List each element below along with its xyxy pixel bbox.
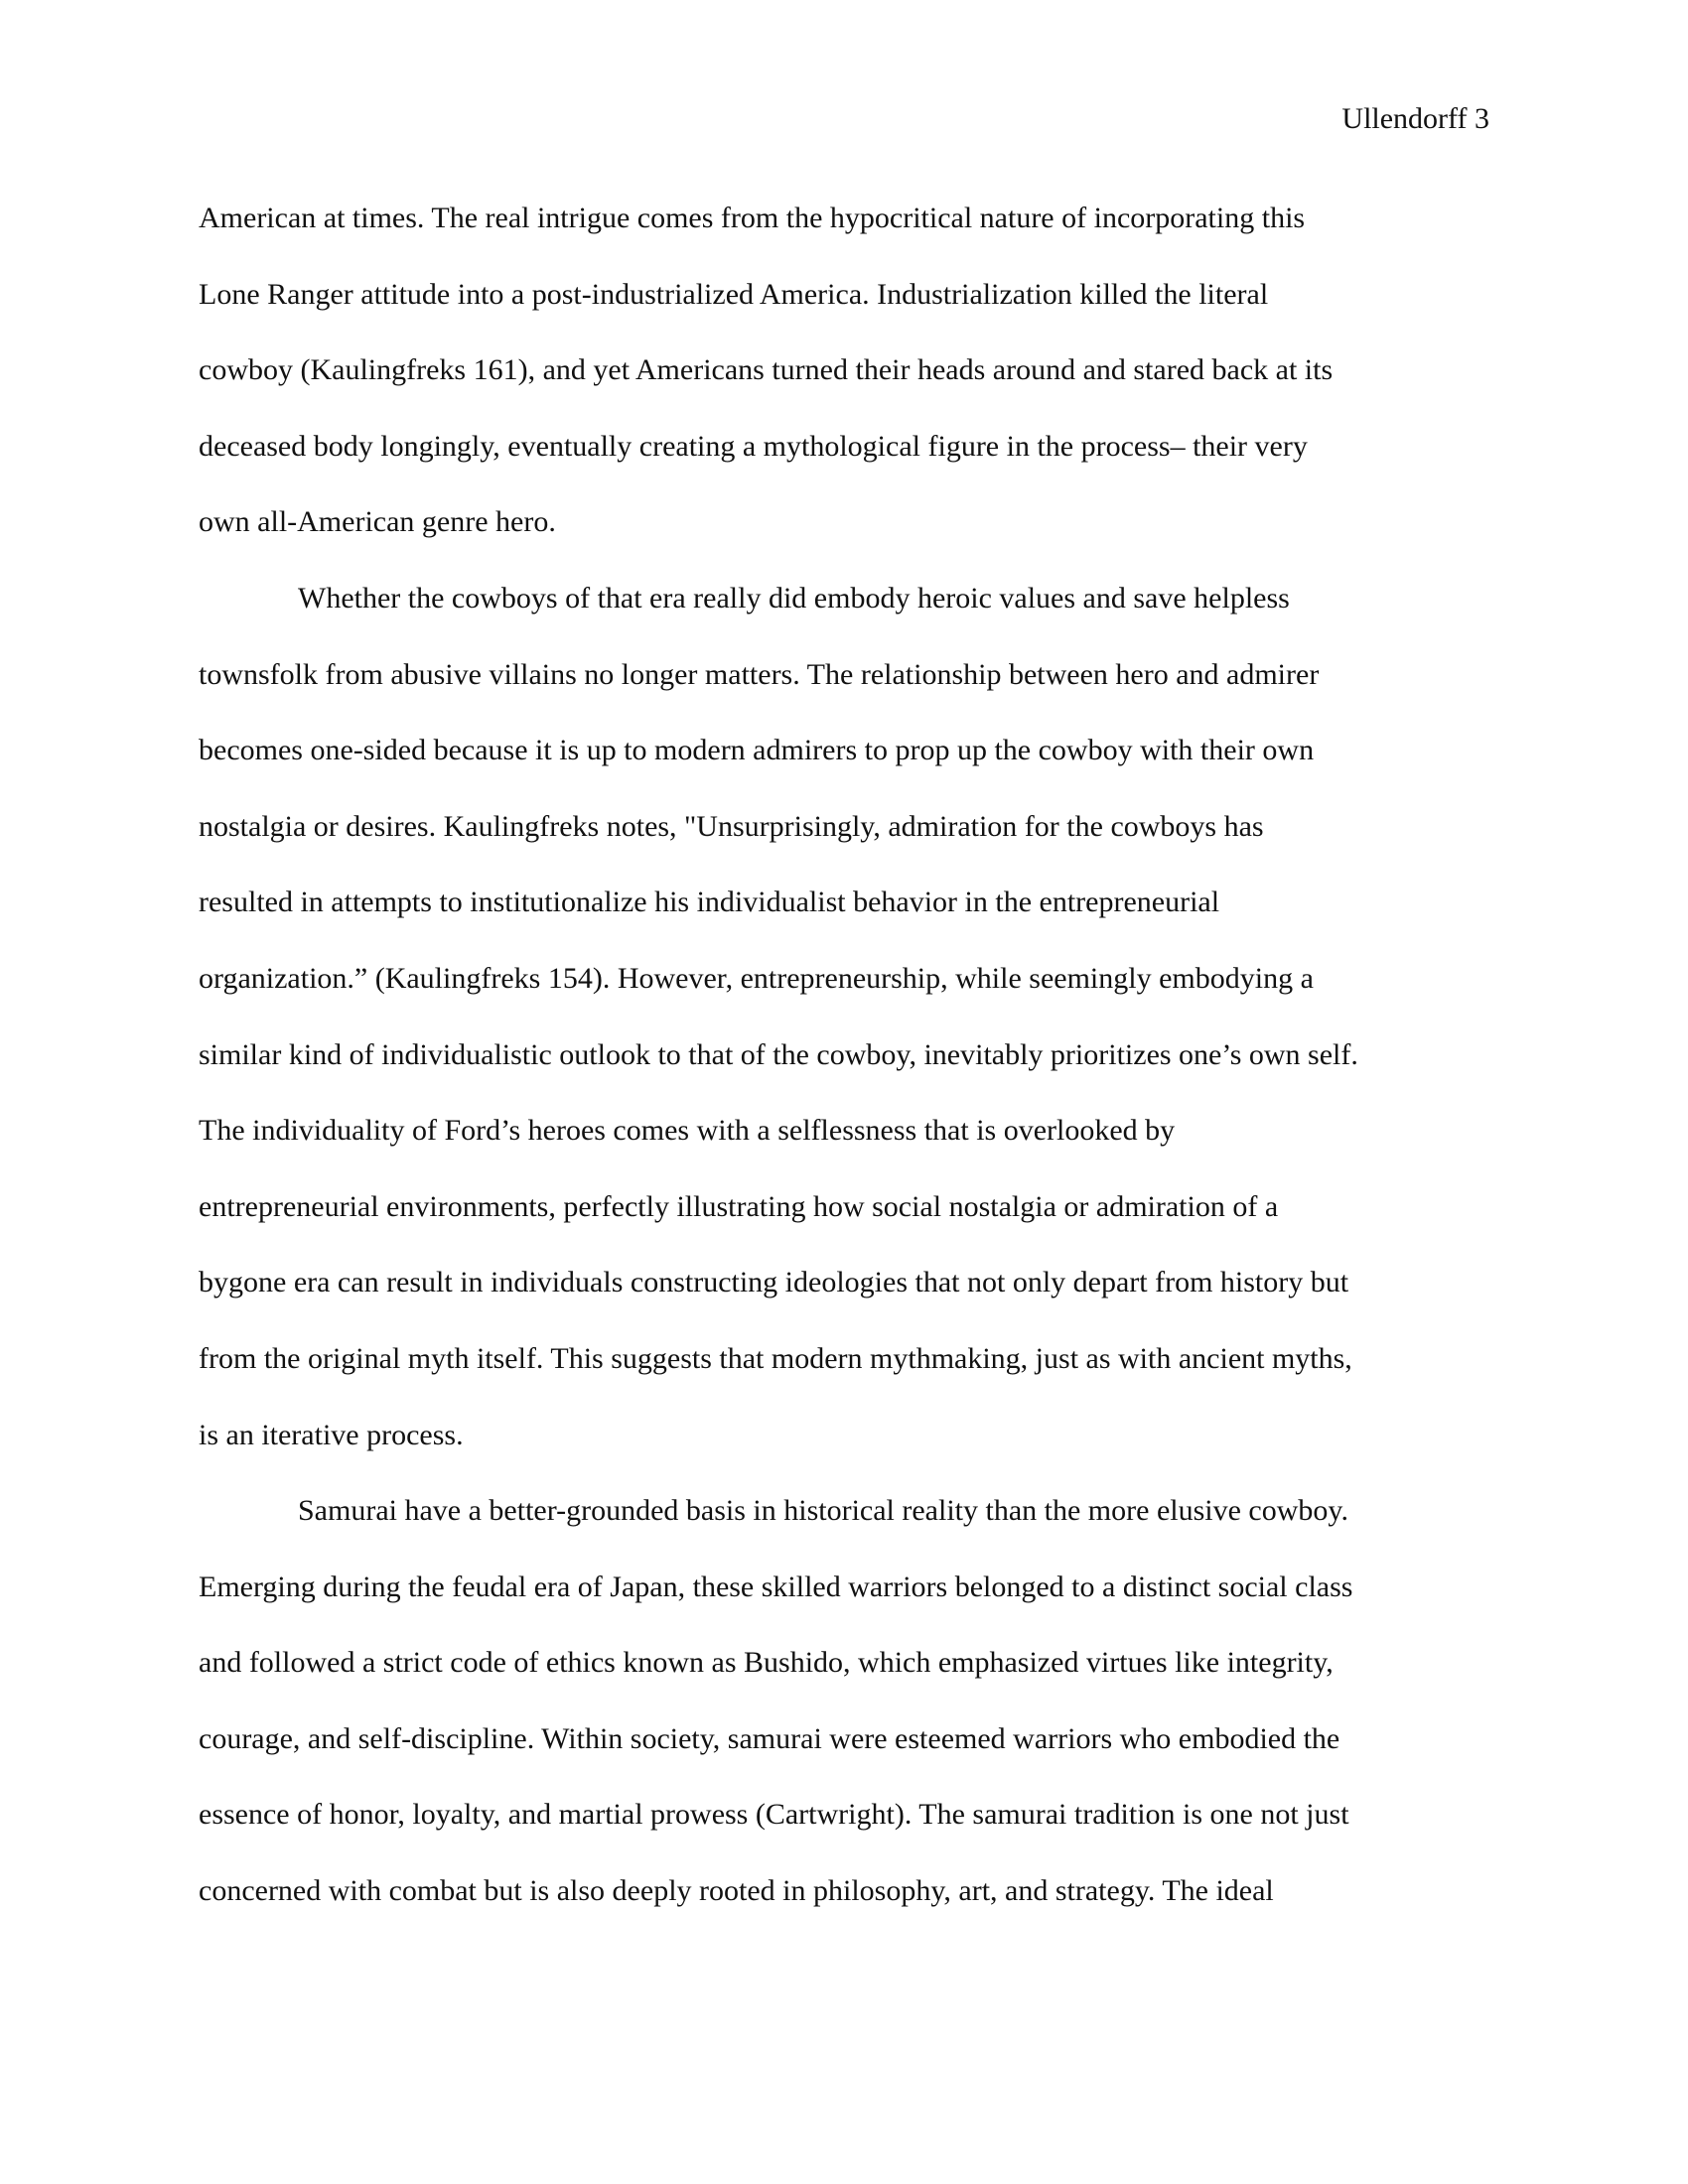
text-line: deceased body longingly, eventually creating a mythological figure in the process– their very: [199, 429, 1308, 463]
text-line: American at times. The real intrigue comes from the hypocritical nature of incorporating this: [199, 202, 1306, 234]
paragraph-first-line: Whether the cowboys of that era really did embody heroic values and save helpless: [298, 581, 1290, 614]
text-line: Lone Ranger attitude into a post-industrialized America. Industrialization killed the literal: [199, 277, 1269, 311]
text-line: cowboy (Kaulingfreks 161), and yet Americans turned their heads around and stared back at its: [199, 353, 1334, 387]
text-line: from the original myth itself. This suggests that modern mythmaking, just as with ancient myths,: [199, 1341, 1352, 1375]
text-line: concerned with combat but is also deeply rooted in philosophy, art, and strategy. The ideal: [199, 1874, 1274, 1908]
text-line: is an iterative process.: [199, 1418, 464, 1451]
text-line: similar kind of individualistic outlook to that of the cowboy, inevitably prioritizes one’s own self.: [199, 1037, 1358, 1071]
paragraph-first-line: Samurai have a better-grounded basis in historical reality than the more elusive cowboy.: [298, 1494, 1348, 1528]
text-line: resulted in attempts to institutionalize his individualist behavior in the entrepreneurial: [199, 886, 1220, 919]
text-line: organization.” (Kaulingfreks 154). However, entrepreneurship, while seemingly embodying a: [199, 961, 1314, 995]
text-line: essence of honor, loyalty, and martial prowess (Cartwright). The samurai tradition is one not just: [199, 1798, 1349, 1832]
running-header: Ullendorff 3: [1341, 102, 1489, 135]
text-line: Emerging during the feudal era of Japan, these skilled warriors belonged to a distinct social class: [199, 1570, 1353, 1603]
text-line: courage, and self-discipline. Within society, samurai were esteemed warriors who embodied the: [199, 1721, 1340, 1755]
text-line: The individuality of Ford’s heroes comes with a selflessness that is overlooked by: [199, 1114, 1176, 1148]
text-line: becomes one-sided because it is up to modern admirers to prop up the cowboy with their own: [199, 734, 1315, 767]
text-line: nostalgia or desires. Kaulingfreks notes, "Unsurprisingly, admiration for the cowboys has: [199, 809, 1264, 843]
text-line: entrepreneurial environments, perfectly illustrating how social nostalgia or admiration of a: [199, 1189, 1279, 1223]
text-line: and followed a strict code of ethics known as Bushido, which emphasized virtues like integrity,: [199, 1646, 1334, 1680]
text-line: townsfolk from abusive villains no longer matters. The relationship between hero and admirer: [199, 657, 1320, 691]
text-line: own all-American genre hero.: [199, 505, 556, 539]
text-line: bygone era can result in individuals constructing ideologies that not only depart from history but: [199, 1266, 1349, 1299]
body-text: [199, 196, 1489, 1945]
